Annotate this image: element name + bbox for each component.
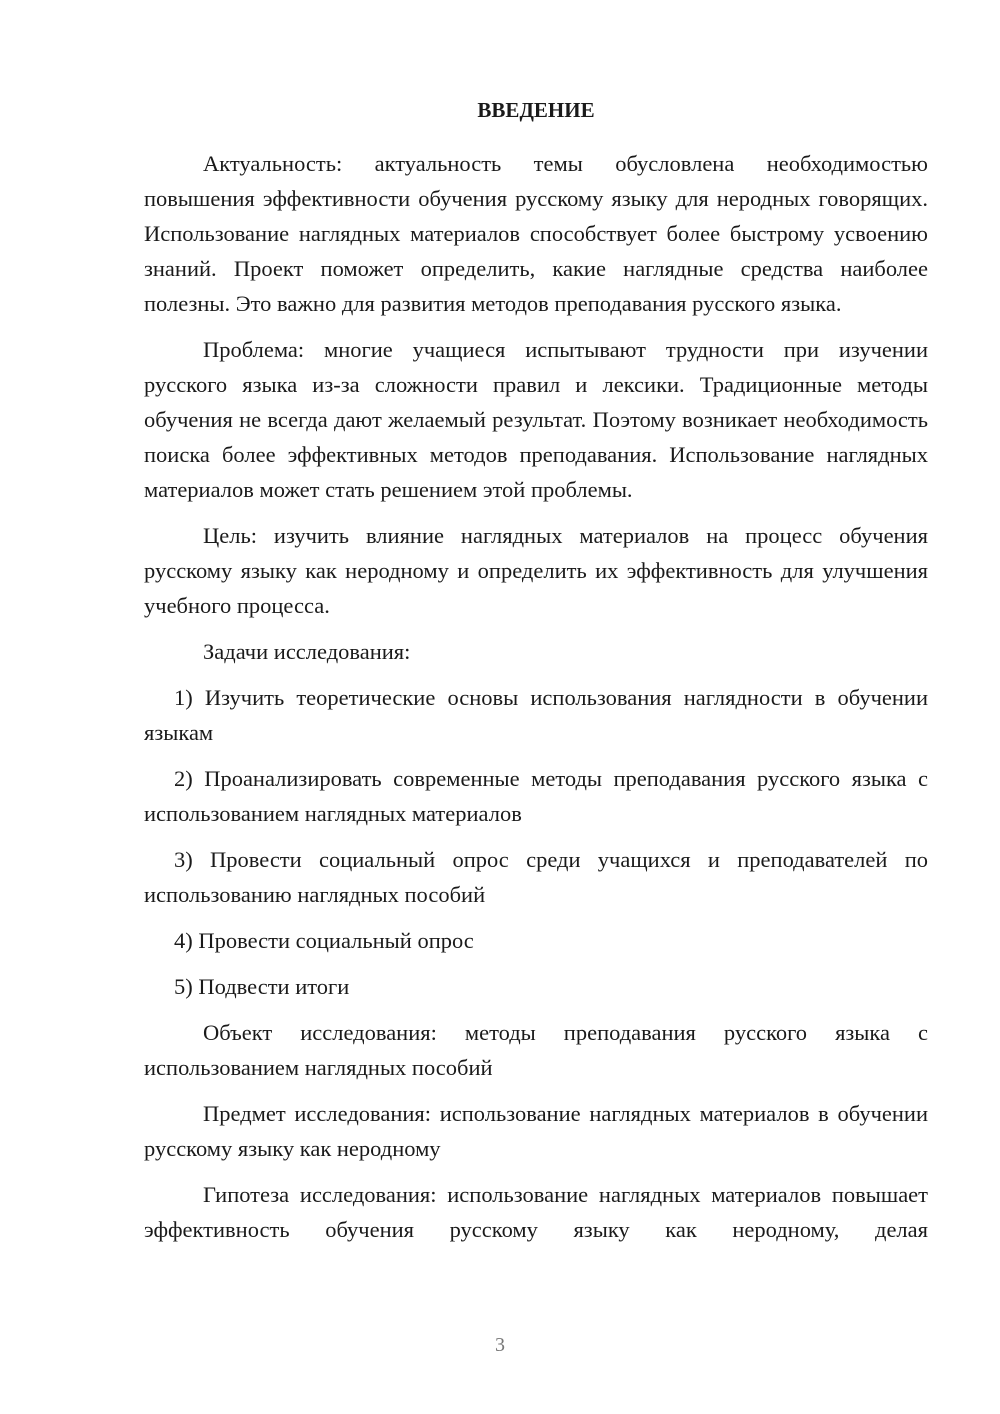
paragraph-object: Объект исследования: методы преподавания русского языка с использованием наглядных пособий bbox=[144, 1020, 928, 1080]
task-item-4: 4) Провести социальный опрос bbox=[174, 928, 474, 953]
task-item-3: 3) Провести социальный опрос среди учащихся и преподавателей по использованию наглядных пособий bbox=[144, 847, 928, 907]
document-page bbox=[144, 94, 928, 1258]
task-item-2: 2) Проанализировать современные методы преподавания русского языка с использованием наглядных материалов bbox=[144, 766, 928, 826]
paragraph-goal: Цель: изучить влияние наглядных материалов на процесс обучения русскому языку как неродному и определить их эффективность для улучшения учебного процесса. bbox=[144, 523, 928, 618]
paragraph-problem: Проблема: многие учащиеся испытывают трудности при изучении русского языка из-за сложности правил и лексики. Традиционные методы обучения не всегда дают желаемый результат. Поэтому возникает необходимость поиска более эффективных методов преподавания. Использование наглядных материалов может стать решением этой проблемы. bbox=[144, 337, 928, 502]
task-item-1: 1) Изучить теоретические основы использования наглядности в обучении языкам bbox=[144, 685, 928, 745]
paragraph-relevance: Актуальность: актуальность темы обусловлена необходимостью повышения эффективности обучения русскому языку для неродных говорящих. Использование наглядных материалов способствует более быстрому усвоению знаний. Проект поможет определить, какие наглядные средства наиболее полезны. Это важно для развития методов преподавания русского языка. bbox=[144, 151, 928, 316]
paragraph-subject: Предмет исследования: использование наглядных материалов в обучении русскому языку как неродному bbox=[144, 1101, 928, 1161]
task-item-5: 5) Подвести итоги bbox=[174, 974, 350, 999]
page-number: 3 bbox=[495, 1334, 505, 1356]
paragraph-hypothesis: Гипотеза исследования: использование наглядных материалов повышает эффективность обучения русскому языку как неродному, делая bbox=[144, 1182, 928, 1242]
tasks-heading: Задачи исследования: bbox=[203, 639, 411, 664]
page-title: ВВЕДЕНИЕ bbox=[477, 98, 595, 122]
